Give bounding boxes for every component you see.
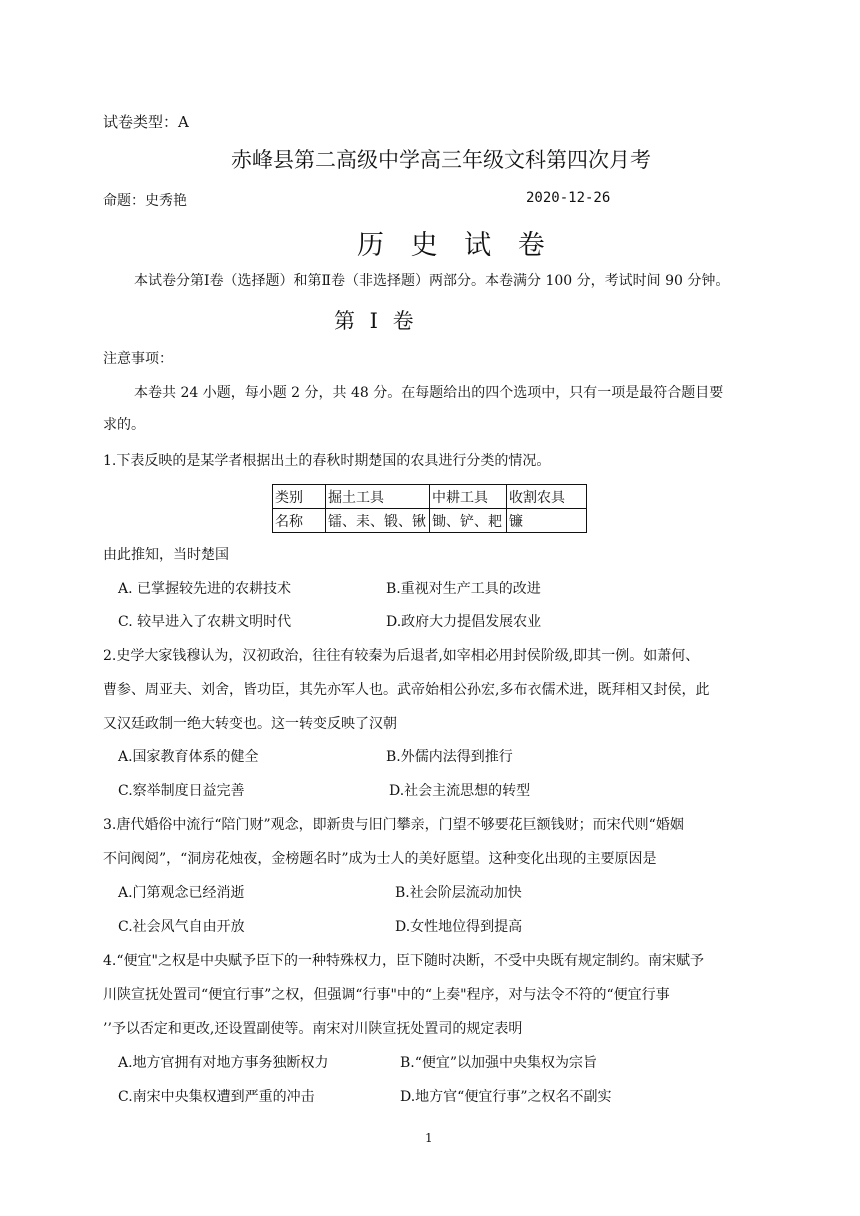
question-1-follow: 由此推知，当时楚国 [103,547,229,563]
table-cell: 名称 [273,509,326,533]
table-cell: 掘土工具 [326,485,430,509]
table-cell: 收割农具 [507,485,587,509]
question-4-option-b: B.“便宜”以加强中央集权为宗旨 [400,1055,598,1071]
question-1-option-b: B.重视对生产工具的改进 [386,581,541,597]
question-4-option-a: A.地方官拥有对地方事务独断权力 [118,1055,329,1071]
question-4-stem-end: ’’予以否定和更改,还设置副使等。南宋对川陕宣抚处置司的规定表明 [103,1021,523,1037]
question-3-option-c: C.社会风气自由开放 [118,919,245,935]
question-3-option-a: A.门第观念已经消逝 [118,885,245,901]
question-2-stem-cont: 曹参、周亚夫、刘舍，皆功臣，其先亦军人也。武帝始相公孙宏,多布衣儒术进，既拜相又封侯，此 [103,682,710,698]
question-2-stem-end: 又汉廷政制一绝大转变也。这一转变反映了汉朝 [103,716,397,732]
question-1-option-d: D.政府大力提倡发展农业 [386,614,542,630]
question-4-stem: 4.“便宜"之权是中央赋予臣下的一种特殊权力，臣下随时决断，不受中央既有规定制约。南宋赋予 [103,953,704,969]
question-2-option-c: C.察举制度日益完善 [118,783,245,799]
notice-label: 注意事项： [103,351,173,367]
table-cell: 镭、耒、锻、锹 [326,509,430,533]
question-1-stem: 1.下表反映的是某学者根据出土的春秋时期楚国的农具进行分类的情况。 [103,453,551,469]
question-1-option-c: C. 较早进入了农耕文明时代 [118,614,292,630]
table-cell: 中耕工具 [430,485,507,509]
table-cell: 镰 [507,509,587,533]
exam-date: 2020-12-26 [526,190,611,206]
school-title: 赤峰县第二高级中学高三年级文科第四次月考 [231,148,651,172]
table-cell: 类别 [273,485,326,509]
table-cell: 锄、铲、耙 [430,509,507,533]
table-row [273,509,587,533]
question-3-option-d: D.女性地位得到提高 [395,919,523,935]
question-1-option-a: A. 已掌握较先进的农耕技术 [118,581,292,597]
question-2-stem: 2.史学大家钱穆认为，汉初政治，往往有较秦为后退者,如宰相必用封侯阶级,即其一例。如萧何、 [103,648,700,664]
question-3-stem-cont: 不问阀阅”，“洞房花烛夜，金榜题名时”成为士人的美好愿望。这种变化出现的主要原因是 [103,851,657,867]
exam-type: 试卷类型：A [103,113,189,131]
section-title: 第 Ⅰ 卷 [334,309,418,333]
farm-tools-table [272,484,587,533]
table-header-row [273,485,587,509]
notice-text-cont: 求的。 [103,417,145,433]
question-2-option-a: A.国家教育体系的健全 [118,749,259,765]
author-line: 命题：史秀艳 [103,193,187,209]
question-3-option-b: B.社会阶层流动加快 [395,885,522,901]
subject-title: 历 史 试 卷 [357,230,554,261]
exam-intro: 本试卷分第Ⅰ卷（选择题）和第Ⅱ卷（非选择题）两部分。本卷满分 100 分，考试时间 90 分钟。 [134,273,730,289]
question-4-option-c: C.南宋中央集权遭到严重的冲击 [118,1089,315,1105]
question-4-stem-cont: 川陕宣抚处置司“便宜行事”之权，但强调“行事"中的“上奏"程序，对与法令不符的“便宜行事 [103,987,670,1003]
notice-text: 本卷共 24 小题，每小题 2 分，共 48 分。在每题给出的四个选项中，只有一项是最符合题目要 [134,385,724,401]
question-2-option-d: D.社会主流思想的转型 [389,783,531,799]
question-4-option-d: D.地方官“便宜行事”之权名不副实 [400,1089,612,1105]
question-2-option-b: B.外儒内法得到推行 [386,749,513,765]
question-3-stem: 3.唐代婚俗中流行“陪门财”观念，即新贵与旧门攀亲，门望不够要花巨额钱财；而宋代则“婚姻 [103,817,684,833]
page-number: 1 [425,1131,433,1145]
